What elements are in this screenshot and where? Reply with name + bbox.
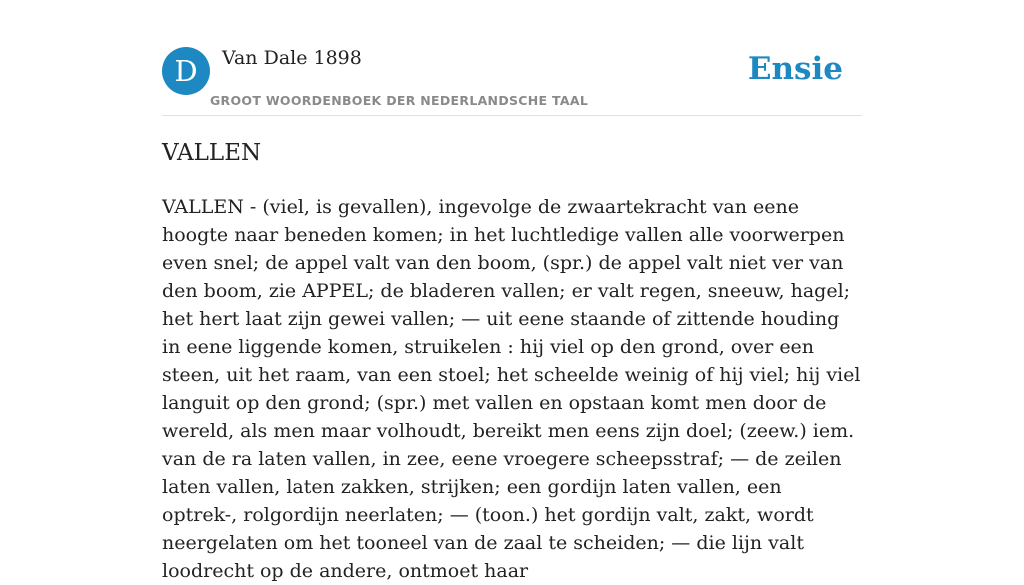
ensie-logo[interactable]: Ensie bbox=[747, 51, 843, 87]
source-title[interactable]: Van Dale 1898 bbox=[222, 47, 362, 69]
source-subtitle: GROOT WOORDENBOEK DER NEDERLANDSCHE TAAL bbox=[210, 93, 589, 108]
source-logo[interactable]: D bbox=[162, 47, 210, 95]
entry-headword: VALLEN bbox=[162, 140, 262, 166]
entry-definition: VALLEN - (viel, is gevallen), ingevolge de zwaartekracht van eene hoogte naar beneden komen; in het luchtledige vallen alle voorwerpen even snel; de appel valt van den boom, (spr.) de appel valt niet ver van den boom, zie APPEL; de bladeren vallen; er valt regen, sneeuw, hagel; het hert laat zijn gewei vallen; — uit eene staande of zittende houding in eene liggende komen, struikelen : hij viel op den grond, over een steen, uit het raam, van een stoel; het scheelde weinig of hij viel; hij viel languit op den grond; (spr.) met vallen en opstaan komt men door de wereld, als men maar volhoudt, bereikt men eens zijn doel; (zeew.) iem. van de ra laten vallen, in zee, eene vroegere scheepsstraf; — de zeilen laten vallen, laten zakken, strijken; een gordijn laten vallen, een optrek-, rolgordijn neerlaten; — (toon.) het gordijn valt, zakt, wordt neergelaten om het tooneel van de zaal te scheiden; — die lijn valt loodrecht op de andere, ontmoet haar bbox=[162, 196, 861, 582]
source-header bbox=[162, 46, 862, 116]
